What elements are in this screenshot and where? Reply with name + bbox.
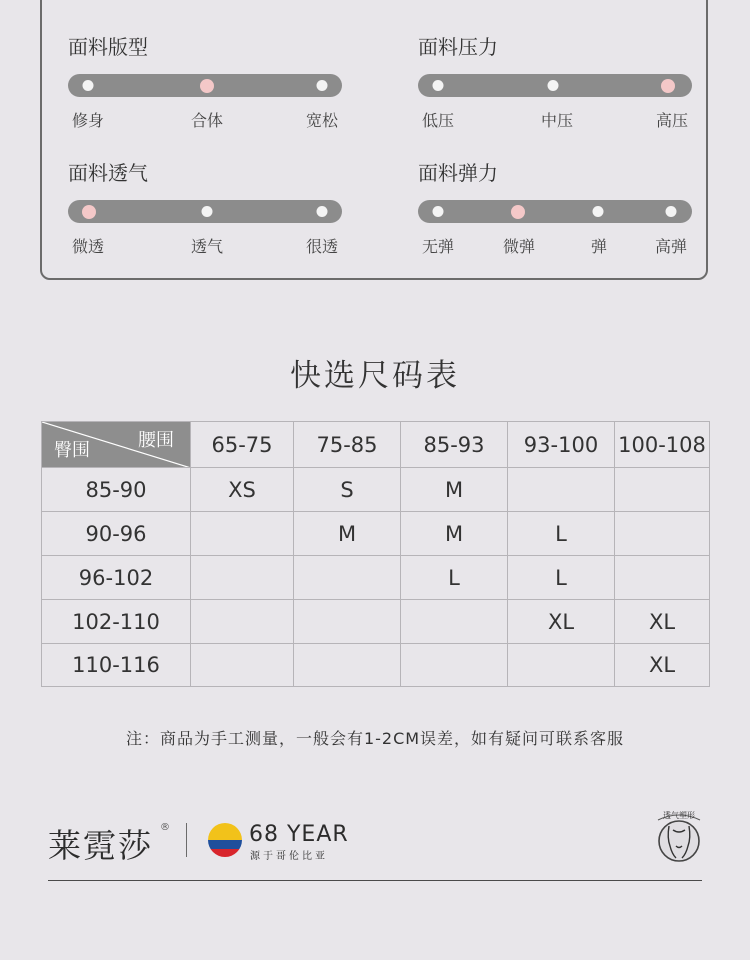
fabric-fit-label: 合体 (190, 111, 224, 130)
size-cell (294, 600, 401, 644)
fabric-elasticity-dot (511, 205, 525, 219)
waist-column-header: 100-108 (615, 422, 710, 468)
table-row (42, 468, 710, 512)
size-chart-header-row (42, 422, 710, 468)
fabric-pressure-title: 面料压力 (418, 35, 498, 59)
size-chart-table (41, 421, 710, 687)
fabric-breathability-scale (68, 200, 342, 223)
fabric-elasticity-label: 弹 (590, 237, 608, 256)
shaping-badge-icon (654, 808, 704, 868)
fabric-elasticity-group (418, 160, 692, 256)
fabric-fit-group (68, 34, 342, 130)
waist-column-header: 93-100 (508, 422, 615, 468)
size-cell: XL (508, 600, 615, 644)
fabric-breathability-label: 微透 (71, 237, 105, 256)
badge-text: 透气塑形 (663, 811, 695, 820)
size-cell (294, 556, 401, 600)
fabric-elasticity-label: 无弹 (421, 237, 455, 256)
origin-label: 源于哥伦比亚 (250, 851, 328, 862)
fabric-breathability-label: 透气 (190, 237, 224, 256)
size-cell: M (401, 512, 508, 556)
fabric-fit-dot (200, 79, 214, 93)
fabric-fit-dot (317, 80, 328, 91)
size-cell (191, 600, 294, 644)
table-row (42, 556, 710, 600)
fabric-fit-title: 面料版型 (68, 35, 148, 59)
hip-row-header: 110-116 (42, 644, 191, 687)
registered-mark: ® (160, 822, 170, 833)
size-cell (615, 512, 710, 556)
fabric-breathability-group (68, 160, 342, 256)
fabric-breathability-dot (317, 206, 328, 217)
waist-column-header: 85-93 (401, 422, 508, 468)
size-cell (294, 644, 401, 687)
table-row (42, 512, 710, 556)
fabric-pressure-scale (418, 74, 692, 97)
fabric-elasticity-label: 高弹 (654, 237, 688, 256)
fabric-breathability-dot (82, 205, 96, 219)
size-cell (191, 644, 294, 687)
size-cell: L (508, 556, 615, 600)
size-cell (615, 468, 710, 512)
size-chart-corner (42, 422, 191, 468)
size-cell (191, 512, 294, 556)
size-cell: XL (615, 644, 710, 687)
size-cell: S (294, 468, 401, 512)
year-label: 68 YEAR (249, 822, 349, 847)
table-row (42, 600, 710, 644)
size-cell (508, 468, 615, 512)
waist-column-header: 65-75 (191, 422, 294, 468)
table-row (42, 644, 710, 687)
fabric-pressure-label: 高压 (655, 111, 689, 130)
waist-column-header: 75-85 (294, 422, 401, 468)
hip-row-header: 96-102 (42, 556, 191, 600)
size-cell: M (294, 512, 401, 556)
fabric-elasticity-label: 微弹 (502, 237, 536, 256)
fabric-pressure-label: 中压 (540, 111, 574, 130)
size-cell (401, 644, 508, 687)
fabric-elasticity-dot (593, 206, 604, 217)
footer-divider (186, 823, 187, 857)
fabric-elasticity-title: 面料弹力 (418, 161, 498, 185)
size-cell: M (401, 468, 508, 512)
size-cell (615, 556, 710, 600)
size-cell (401, 600, 508, 644)
waist-axis-label: 腰围 (138, 430, 174, 451)
fabric-breathability-label: 很透 (305, 237, 339, 256)
hip-axis-label: 臀围 (54, 440, 90, 461)
size-cell: L (508, 512, 615, 556)
fabric-breathability-dot (202, 206, 213, 217)
fabric-elasticity-dot (433, 206, 444, 217)
fabric-pressure-label: 低压 (421, 111, 455, 130)
size-chart-title: 快选尺码表 (290, 358, 460, 394)
fabric-breathability-title: 面料透气 (68, 161, 148, 185)
hip-row-header: 85-90 (42, 468, 191, 512)
hip-row-header: 102-110 (42, 600, 191, 644)
fabric-pressure-dot (433, 80, 444, 91)
size-cell: L (401, 556, 508, 600)
fabric-fit-scale (68, 74, 342, 97)
measurement-note: 注：商品为手工测量，一般会有1-2CM误差，如有疑问可联系客服 (125, 729, 625, 748)
fabric-properties-panel (40, 0, 708, 280)
size-cell: XL (615, 600, 710, 644)
fabric-fit-dot (83, 80, 94, 91)
size-cell (508, 644, 615, 687)
size-cell: XS (191, 468, 294, 512)
fabric-fit-label: 修身 (71, 111, 105, 130)
fabric-fit-label: 宽松 (305, 111, 339, 130)
fabric-pressure-dot (548, 80, 559, 91)
size-cell (191, 556, 294, 600)
fabric-elasticity-scale (418, 200, 692, 223)
colombia-flag-icon (208, 823, 242, 857)
hip-row-header: 90-96 (42, 512, 191, 556)
footer-rule (48, 880, 702, 881)
fabric-pressure-dot (661, 79, 675, 93)
fabric-pressure-group (418, 34, 692, 130)
brand-logo: 莱霓莎 (48, 826, 153, 865)
fabric-elasticity-dot (666, 206, 677, 217)
